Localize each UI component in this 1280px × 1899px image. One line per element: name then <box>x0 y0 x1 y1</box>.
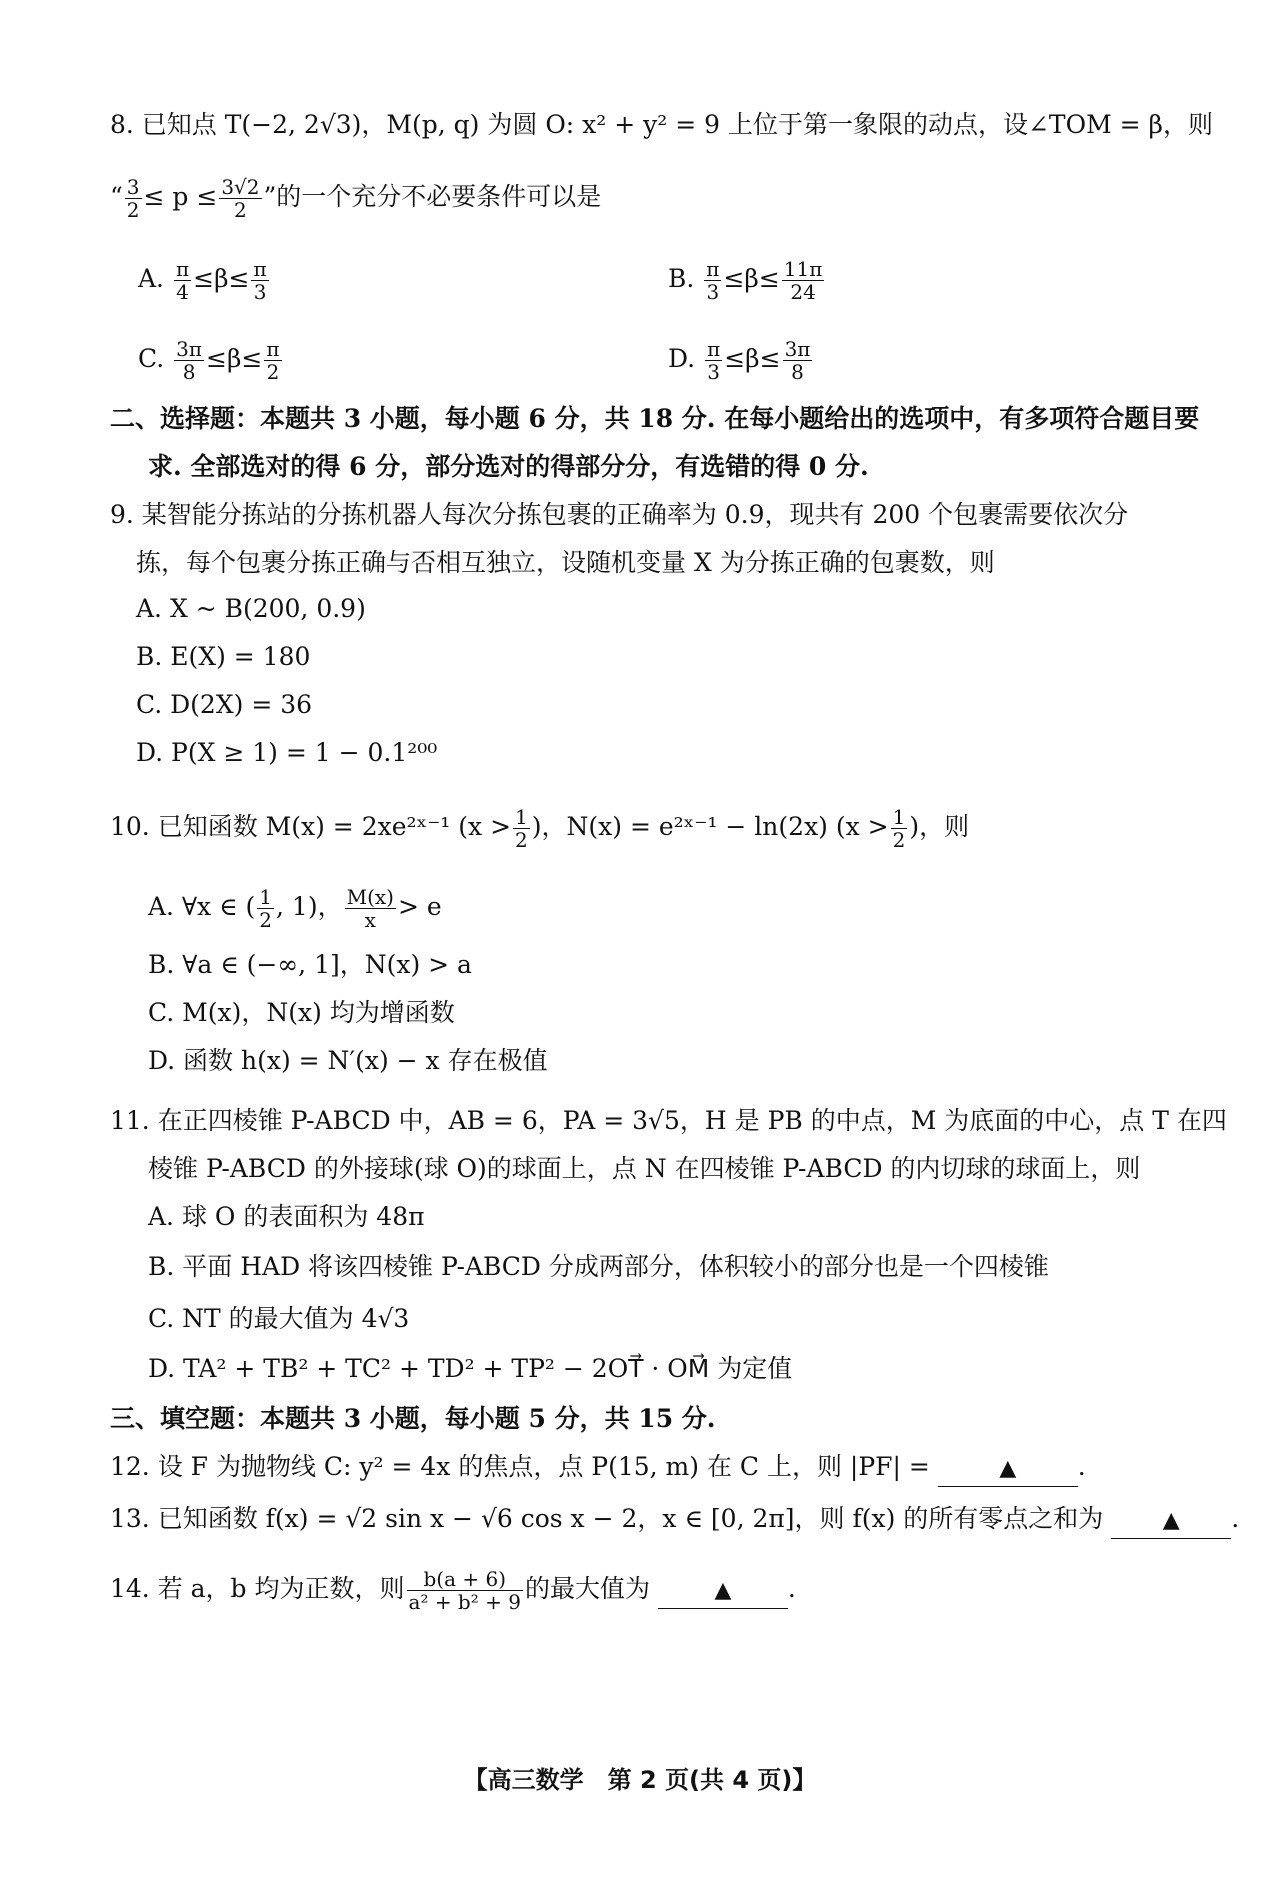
q9-option-b: B. E(X) = 180 <box>136 642 311 671</box>
q8-option-c: C. $\frac{3\pi}{8}$ ≤β≤ $\frac{\pi}{2}$ <box>138 337 280 384</box>
q8-stem-line1: 8. 已知点 T(−2, 2√3)，M(p, q) 为圆 O: x² + y² = 9 上位于第一象限的动点，设∠TOM = β，则 <box>110 110 1213 139</box>
q8-option-b: B. $\frac{\pi}{3}$ ≤β≤ $\frac{11\pi}{24}$ <box>668 257 823 304</box>
q11-option-a: A. 球 O 的表面积为 48π <box>148 1202 425 1231</box>
q13: 13. 已知函数 f(x) = √2 sin x − √6 cos x − 2，x ∈ [0, 2π]，则 f(x) 的所有零点之和为 ▲ . <box>110 1502 1280 1539</box>
q10-option-a: A. ∀x ∈ ( $\frac{1}{2}$ , 1)， $\frac{M(x)}{x}$ > e <box>148 885 442 932</box>
q11-option-c: C. NT 的最大值为 4√3 <box>148 1304 410 1333</box>
q8-option-a: A. $\frac{\pi}{4}$ ≤β≤ $\frac{\pi}{3}$ <box>138 257 267 304</box>
q9-stem-line1: 9. 某智能分拣站的分拣机器人每次分拣包裹的正确率为 0.9，现共有 200 个包裹需要依次分 <box>110 500 1129 529</box>
q9-option-d: D. P(X ≥ 1) = 1 − 0.1²⁰⁰ <box>136 738 438 767</box>
answer-blank[interactable]: ▲ <box>658 1572 788 1609</box>
section-3-heading: 三、填空题：本题共 3 小题，每小题 5 分，共 15 分. <box>110 1404 716 1433</box>
fraction: $\frac{3√2}{2}$ <box>221 175 260 222</box>
q14: 14. 若 a，b 均为正数，则 $\frac{b(a + 6)}{\text{a² + b² + 9}}$ 的最大值为 ▲ . <box>110 1567 796 1614</box>
page-footer: 【高三数学 第 2 页(共 4 页)】 <box>463 1766 817 1794</box>
q10-option-d: D. 函数 h(x) = N′(x) − x 存在极值 <box>148 1046 548 1075</box>
section-2-heading-line2: 求. 全部选对的得 6 分，部分选对的得部分分，有选错的得 0 分. <box>148 452 869 481</box>
q8-option-d: D. $\frac{\pi}{3}$ ≤β≤ $\frac{3\pi}{8}$ <box>668 337 811 384</box>
q11-stem-line2: 棱锥 P-ABCD 的外接球(球 O)的球面上，点 N 在四棱锥 P-ABCD 的内切球的球面上，则 <box>148 1154 1141 1183</box>
q9-option-a: A. X ~ B(200, 0.9) <box>136 594 366 623</box>
q10-stem: 10. 已知函数 M(x) = 2xe²ˣ⁻¹ (x > $\frac{1}{2}$ )，N(x) = e²ˣ⁻¹ − ln(2x) (x > $\frac{1}{2}$ )，则 <box>110 805 970 852</box>
q10-option-b: B. ∀a ∈ (−∞, 1]，N(x) > a <box>148 950 472 979</box>
section-2-heading: 二、选择题：本题共 3 小题，每小题 6 分，共 18 分. 在每小题给出的选项中，有多项符合题目要 <box>110 404 1200 433</box>
q11-stem-line1: 11. 在正四棱锥 P-ABCD 中，AB = 6，PA = 3√5，H 是 PB 的中点，M 为底面的中心，点 T 在四 <box>110 1106 1227 1135</box>
q11-option-d: D. TA² + TB² + TC² + TD² + TP² − 2OT⃗ · OM⃗ 为定值 <box>148 1354 793 1383</box>
q9-option-c: C. D(2X) = 36 <box>136 690 313 719</box>
q9-stem-line2: 拣，每个包裹分拣正确与否相互独立，设随机变量 X 为分拣正确的包裹数，则 <box>136 548 995 577</box>
answer-blank[interactable]: ▲ <box>938 1450 1078 1487</box>
fraction: $\frac{b(a + 6)}{\text{a² + b² + 9}}$ <box>408 1567 521 1614</box>
q12: 12. 设 F 为抛物线 C: y² = 4x 的焦点，点 P(15, m) 在 C 上，则 |PF| = ▲ . <box>110 1450 1280 1487</box>
q11-option-b: B. 平面 HAD 将该四棱锥 P-ABCD 分成两部分，体积较小的部分也是一个四棱锥 <box>148 1252 1049 1281</box>
q8-stem-line2: “ $\frac{3}{2}$ ≤ p ≤ $\frac{3√2}{2}$ ”的一个充分不必要条件可以是 <box>110 175 602 222</box>
answer-blank[interactable]: ▲ <box>1111 1502 1231 1539</box>
q10-option-c: C. M(x)，N(x) 均为增函数 <box>148 998 455 1027</box>
fraction: $\frac{3}{2}$ <box>126 175 140 222</box>
